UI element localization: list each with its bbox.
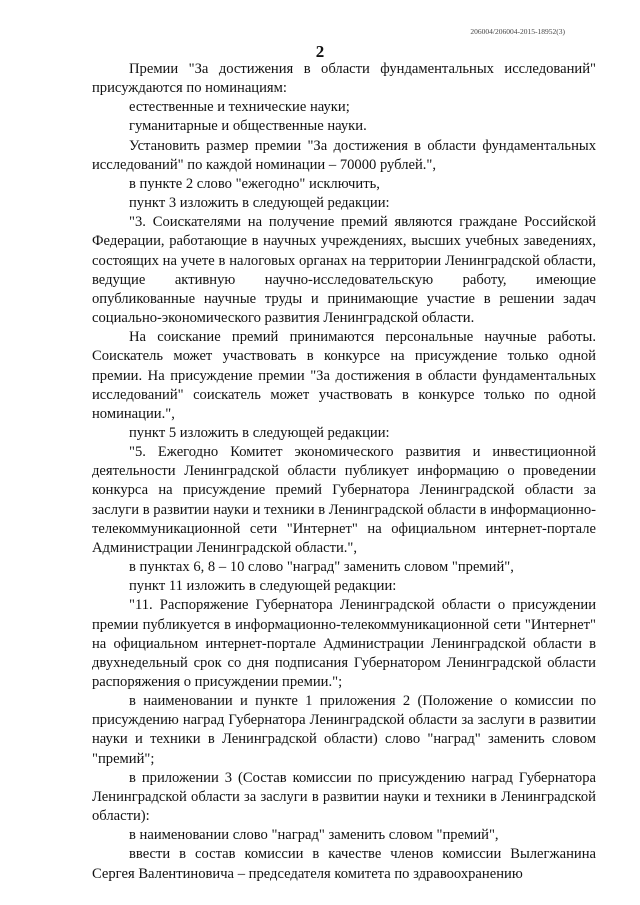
paragraph: ввести в состав комиссии в качестве членов комиссии Вылегжанина Сергея Валентиновича – председателя комитета по здравоохранению [92,846,596,882]
paragraph: Установить размер премии "За достижения в области фундаментальных исследований" по каждой номинации – 70000 рублей.", [92,137,596,173]
paragraph: в пунктах 6, 8 – 10 слово "наград" заменить словом "премий", [129,559,514,576]
paragraph: в наименовании и пункте 1 приложения 2 (Положение о комиссии по присуждению наград Губернатора Ленинградской области за заслуги в развитии науки и техники в Ленинградской области) слово "наград" заменить словом "премий"; [92,693,596,767]
paragraph: Премии "За достижения в области фундаментальных исследований" присуждаются по номинациям: [92,61,596,97]
paragraph: гуманитарные и общественные науки. [129,118,367,135]
paragraph: естественные и технические науки; [129,99,350,116]
paragraph: "5. Ежегодно Комитет экономического развития и инвестиционной деятельности Ленинградской области публикует информацию о проведении конкурса на присуждение премий Губернатора Ленинградской области за заслуги в развитии науки и техники в Ленинградской области в информационно-телекоммуникационной сети "Интернет" на официальном интернет-портале Администрации Ленинградской области.", [92,444,596,556]
paragraph: в наименовании слово "наград" заменить словом "премий", [129,827,499,844]
paragraph: пункт 3 изложить в следующей редакции: [129,195,390,212]
paragraph: в пункте 2 слово "ежегодно" исключить, [129,175,380,192]
paragraph: пункт 11 изложить в следующей редакции: [129,578,397,595]
document-body [92,60,596,884]
paragraph: На соискание премий принимаются персональные научные работы. Соискатель может участвовать в конкурсе на присуждение только одной премии. На присуждение премии "За достижения в области фундаментальных исследований" соискатель может участвовать в конкурсе только по одной номинации.", [92,329,596,422]
paragraph: пункт 5 изложить в следующей редакции: [129,424,390,441]
document-id: 206004/206004-2015-18952(3) [470,27,565,36]
paragraph: "3. Соискателями на получение премий являются граждане Российской Федерации, работающие в научных учреждениях, высших учебных заведениях, состоящих на учете в налоговых органах на территории Ленинградской области, ведущие активную научно-исследовательскую работу, имеющие опубликованные научные труды и принимающие участие в решении задач социально-экономического развития Ленинградской области. [92,214,596,327]
paragraph: в приложении 3 (Состав комиссии по присуждению наград Губернатора Ленинградской области за заслуги в развитии науки и техники в Ленинградской области): [92,769,596,825]
paragraph: "11. Распоряжение Губернатора Ленинградской области о присуждении премии публикуется в информационно-телекоммуникационной сети "Интернет" на официальном интернет-портале Администрации Ленинградской области в двухнедельный срок со дня подписания Губернатором Ленинградской области распоряжения о присуждении премии."; [92,597,596,690]
page-number: 2 [315,42,325,61]
